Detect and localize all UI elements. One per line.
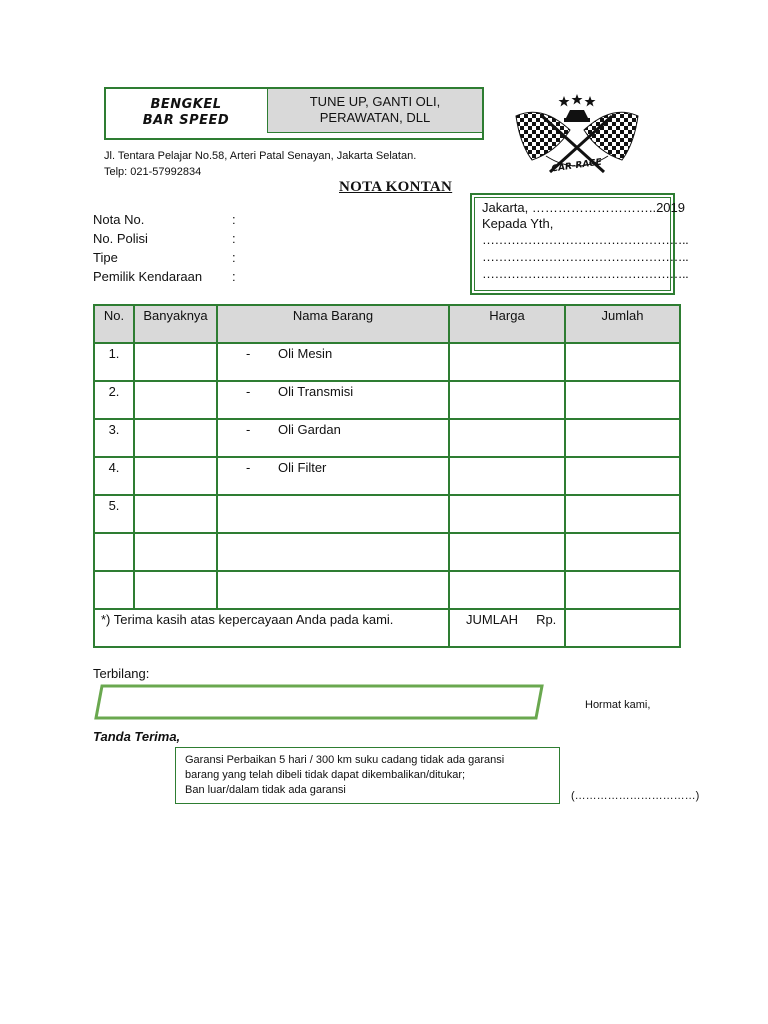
- cell-banyaknya[interactable]: [134, 571, 217, 609]
- terbilang-field[interactable]: [93, 684, 545, 720]
- item-name: Oli Filter: [278, 460, 327, 475]
- brand-line2: BAR SPEED: [142, 113, 230, 128]
- thank-you-note: *) Terima kasih atas kepercayaan Anda pada kami.: [94, 609, 449, 647]
- row-number: 3.: [94, 419, 134, 457]
- cell-nama-barang[interactable]: [217, 495, 449, 533]
- cell-harga[interactable]: [449, 419, 565, 457]
- total-value[interactable]: [565, 609, 680, 647]
- star-icon: [559, 94, 596, 107]
- terbilang-label: Terbilang:: [93, 666, 150, 681]
- recipient-to: Kepada Yth,: [482, 216, 554, 231]
- brand-line1: BENGKEL: [150, 97, 222, 112]
- tanda-terima: Tanda Terima,: [93, 729, 181, 744]
- item-dash: -: [246, 384, 251, 399]
- cell-jumlah[interactable]: [565, 495, 680, 533]
- cell-harga[interactable]: [449, 495, 565, 533]
- car-icon: [564, 110, 590, 122]
- info-colon: :: [232, 231, 236, 246]
- cell-harga[interactable]: [449, 343, 565, 381]
- recipient-dots: …………………………………………..: [482, 266, 689, 281]
- item-dash: -: [246, 422, 251, 437]
- recipient-dots: …………………………………………..: [482, 232, 689, 247]
- table-row: [94, 343, 680, 381]
- header-jumlah: Jumlah: [565, 305, 680, 343]
- cell-harga[interactable]: [449, 381, 565, 419]
- warranty-line: barang yang telah dibeli tidak dapat dikembalikan/ditukar;: [185, 769, 466, 781]
- warranty-line: Ban luar/dalam tidak ada garansi: [185, 784, 346, 796]
- item-dash: -: [246, 460, 251, 475]
- cell-nama-barang: [217, 419, 449, 457]
- info-colon: :: [232, 269, 236, 284]
- row-number: 1.: [94, 343, 134, 381]
- cell-banyaknya[interactable]: [134, 495, 217, 533]
- services-line2: PERAWATAN, DLL: [319, 110, 431, 125]
- row-number: [94, 571, 134, 609]
- cell-harga[interactable]: [449, 533, 565, 571]
- brand-name: [106, 97, 266, 129]
- info-colon: :: [232, 212, 236, 227]
- items-table: [93, 304, 681, 648]
- services-line1: TUNE UP, GANTI OLI,: [309, 94, 441, 109]
- item-name: Oli Transmisi: [278, 384, 354, 399]
- row-number: [94, 533, 134, 571]
- logo-text: CAR-RACE: [550, 157, 603, 175]
- warranty-line: Garansi Perbaikan 5 hari / 300 km suku cadang tidak ada garansi: [185, 754, 505, 766]
- cell-jumlah[interactable]: [565, 533, 680, 571]
- phone-text: Telp: 021-57992834: [104, 166, 202, 178]
- info-label-polisi: No. Polisi: [93, 231, 148, 246]
- table-row: [94, 381, 680, 419]
- info-colon: :: [232, 250, 236, 265]
- hormat-kami: Hormat kami,: [585, 699, 651, 711]
- row-number: 2.: [94, 381, 134, 419]
- car-race-logo: [512, 94, 642, 180]
- header-nama-barang: Nama Barang: [217, 305, 449, 343]
- cell-jumlah[interactable]: [565, 419, 680, 457]
- cell-nama-barang[interactable]: [217, 533, 449, 571]
- services-text: [267, 94, 483, 126]
- cell-harga[interactable]: [449, 457, 565, 495]
- cell-jumlah[interactable]: [565, 571, 680, 609]
- header-harga: Harga: [449, 305, 565, 343]
- table-header-row: [94, 305, 680, 343]
- cell-banyaknya[interactable]: [134, 381, 217, 419]
- cell-jumlah[interactable]: [565, 381, 680, 419]
- cell-banyaknya[interactable]: [134, 457, 217, 495]
- info-label-tipe: Tipe: [93, 250, 118, 265]
- row-number: 4.: [94, 457, 134, 495]
- cell-harga[interactable]: [449, 571, 565, 609]
- address-block: [104, 148, 416, 180]
- cell-jumlah[interactable]: [565, 457, 680, 495]
- total-label: JUMLAH Rp.: [449, 609, 565, 647]
- document-title: NOTA KONTAN: [339, 179, 453, 195]
- signature-line: (……………………………): [571, 790, 700, 802]
- header-no: No.: [94, 305, 134, 343]
- recipient-date: Jakarta, ………………………..2019: [482, 200, 685, 215]
- info-label-nota: Nota No.: [93, 212, 145, 227]
- row-number: 5.: [94, 495, 134, 533]
- cell-banyaknya[interactable]: [134, 533, 217, 571]
- table-row: [94, 495, 680, 533]
- cell-banyaknya[interactable]: [134, 419, 217, 457]
- cell-nama-barang: [217, 381, 449, 419]
- cell-nama-barang: [217, 343, 449, 381]
- table-footer-row: [94, 609, 680, 647]
- recipient-dots: …………………………………………..: [482, 249, 689, 264]
- cell-nama-barang[interactable]: [217, 571, 449, 609]
- item-name: Oli Gardan: [278, 422, 341, 437]
- table-row: [94, 419, 680, 457]
- header-banyaknya: Banyaknya: [134, 305, 217, 343]
- cell-nama-barang: [217, 457, 449, 495]
- table-row: [94, 533, 680, 571]
- table-row: [94, 571, 680, 609]
- table-row: [94, 457, 680, 495]
- item-dash: -: [246, 346, 251, 361]
- cell-jumlah[interactable]: [565, 343, 680, 381]
- item-name: Oli Mesin: [278, 346, 333, 361]
- address-text: Jl. Tentara Pelajar No.58, Arteri Patal Senayan, Jakarta Selatan.: [104, 150, 417, 162]
- cell-banyaknya[interactable]: [134, 343, 217, 381]
- info-label-pemilik: Pemilik Kendaraan: [93, 269, 203, 284]
